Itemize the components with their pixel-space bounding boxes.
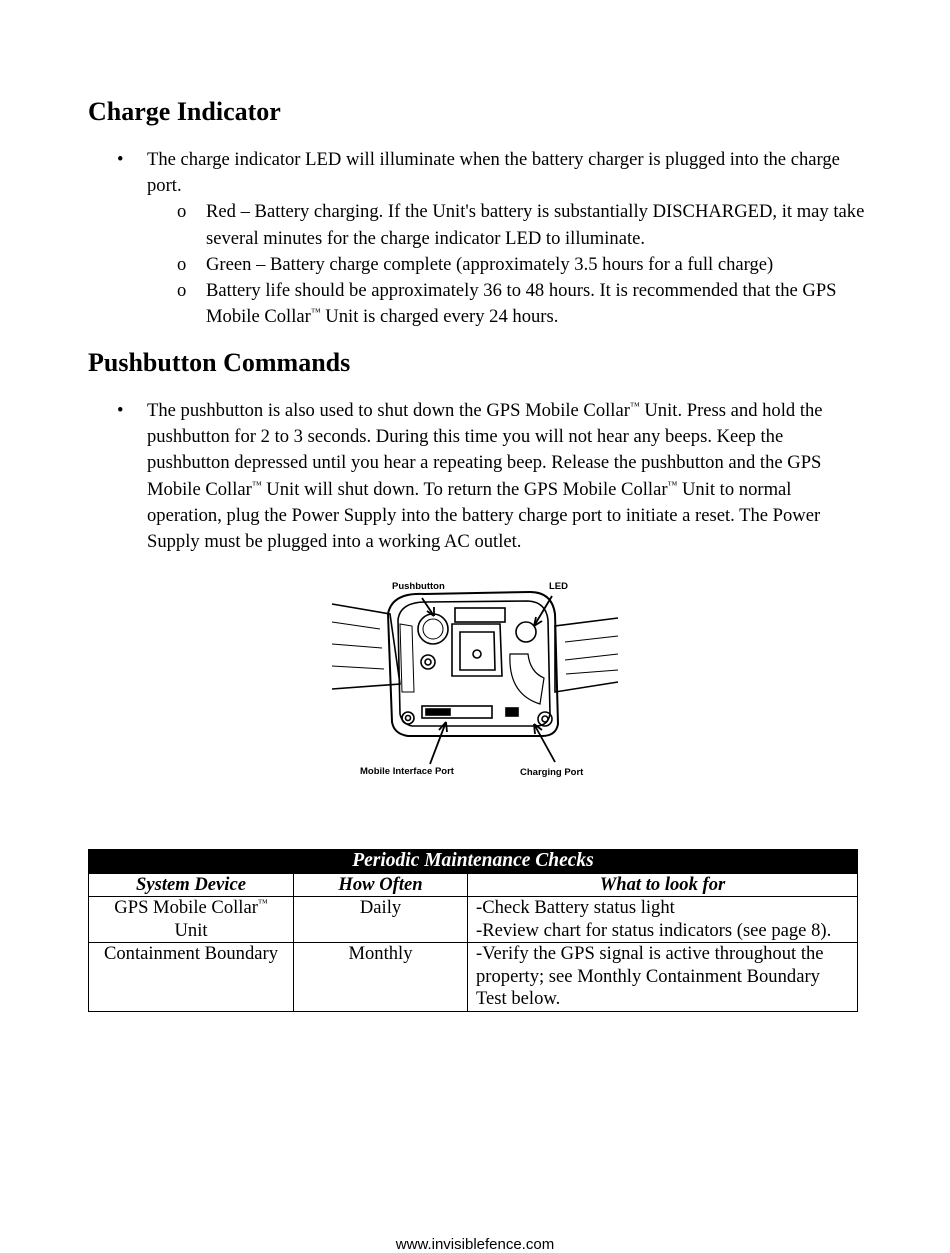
table-header-row <box>89 873 858 897</box>
table-cell-device: Containment Boundary <box>89 943 294 1012</box>
table-cell-frequency: Monthly <box>294 943 468 1012</box>
bullet-icon: • <box>117 149 124 170</box>
section-heading-charge-indicator: Charge Indicator <box>88 97 281 126</box>
sub-list-item <box>88 252 868 278</box>
figure-label-pushbutton: Pushbutton <box>392 581 445 592</box>
sub-bullet-icon: o <box>177 253 187 275</box>
list-item-text: The charge indicator LED will illuminate when the battery charger is plugged into the charge port. <box>147 149 840 197</box>
trademark-symbol: ™ <box>310 307 321 319</box>
column-header: System Device <box>89 873 294 897</box>
table-title-row <box>89 850 858 874</box>
sub-bullet-icon: o <box>177 280 187 302</box>
column-header: What to look for <box>468 873 858 897</box>
sub-list-item <box>88 278 868 330</box>
table-title: Periodic Maintenance Checks <box>89 850 858 874</box>
table-row <box>89 897 858 943</box>
sub-list-item-text: Unit is charged every 24 hours. <box>320 306 559 328</box>
trademark-symbol: ™ <box>257 898 268 909</box>
sub-bullet-icon: o <box>177 201 187 223</box>
list-item-text: Unit to normal operation, plug the Power Supply into the battery charge port to initiate a reset. The Power Supply must be plugged into a working AC outlet. <box>147 478 821 553</box>
cell-text: GPS Mobile Collar <box>114 897 258 918</box>
cell-text: Unit <box>174 919 208 941</box>
list-item <box>88 147 868 199</box>
cell-text: -Check Battery status light <box>476 897 675 918</box>
figure-label-led: LED <box>549 581 568 592</box>
cell-text: -Review chart for status indicators (see page 8). <box>476 919 832 941</box>
table-cell-instructions <box>468 897 858 943</box>
charge-indicator-list <box>88 147 868 330</box>
column-header: How Often <box>294 873 468 897</box>
list-item-text: The pushbutton is also used to shut down the GPS Mobile Collar <box>147 400 630 421</box>
table-cell-instructions: -Verify the GPS signal is active throughout the property; see Monthly Containment Boundary Test below. <box>468 943 858 1012</box>
sub-list-item-text: Battery life should be approximately 36 to 48 hours. It is recommended that the GPS Mobile Collar <box>206 280 837 328</box>
table-cell-frequency: Daily <box>294 897 468 943</box>
footer-url: www.invisiblefence.com <box>395 1236 555 1253</box>
trademark-symbol: ™ <box>251 479 262 491</box>
list-item-text: Unit. Press and hold the pushbutton for 2 to 3 seconds. During this time you will not hear any beeps. Keep the pushbutton depressed until you hear a repeating beep. Release the pushbutton and the GPS Mobile Collar <box>147 400 823 500</box>
figure-label-charging-port: Charging Port <box>520 767 584 778</box>
list-item-text: Unit will shut down. To return the GPS Mobile Collar <box>261 478 668 500</box>
list-item <box>88 398 868 555</box>
sub-list-item-text: Green – Battery charge complete (approximately 3.5 hours for a full charge) <box>206 253 774 275</box>
section-heading-pushbutton-commands: Pushbutton Commands <box>88 348 351 377</box>
trademark-symbol: ™ <box>629 401 640 412</box>
figure-label-mobile-interface-port: Mobile Interface Port <box>360 766 454 777</box>
trademark-symbol: ™ <box>667 479 678 491</box>
bullet-icon: • <box>117 400 124 421</box>
sub-list-item <box>88 199 868 251</box>
collar-unit-illustration <box>330 574 620 784</box>
maintenance-table <box>88 849 858 1012</box>
sub-list-item-text: Red – Battery charging. If the Unit's battery is substantially DISCHARGED, it may take several minutes for the charge indicator LED to illuminate. <box>206 201 865 249</box>
table-row <box>89 943 858 1012</box>
table-cell-device <box>89 897 294 943</box>
pushbutton-list <box>88 398 868 555</box>
collar-unit-diagram <box>330 574 620 784</box>
